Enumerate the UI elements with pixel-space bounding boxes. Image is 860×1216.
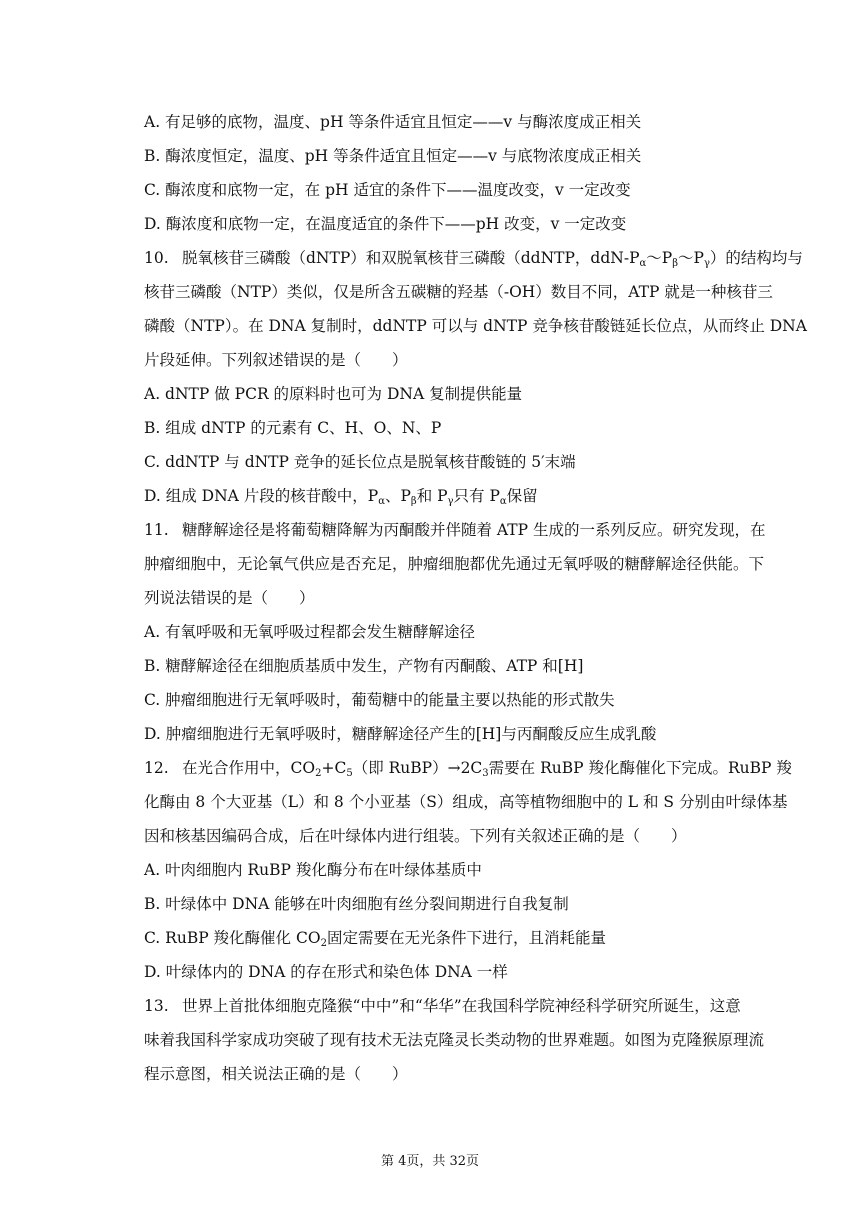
- text: 在光合作用中，CO: [182, 759, 316, 777]
- text: 、P: [384, 487, 411, 505]
- q9-option-c: C. 酶浓度和底物一定，在 pH 适宜的条件下——温度改变，v 一定改变: [144, 181, 631, 199]
- q11-option-b: B. 糖酵解途径在细胞质基质中发生，产物有丙酮酸、ATP 和[H]: [144, 657, 584, 675]
- q11-option-d: D. 肿瘤细胞进行无氧呼吸时，糖酵解途径产生的[H]与丙酮酸反应生成乳酸: [144, 725, 657, 743]
- q10-option-b: B. 组成 dNTP 的元素有 C、H、O、N、P: [144, 419, 442, 437]
- q11-stem-line-1: [144, 520, 765, 540]
- text: 只有 P: [453, 487, 500, 505]
- q10-option-d: [144, 486, 538, 506]
- text: 需要在 RuBP 羧化酶催化下完成。RuBP 羧: [488, 759, 792, 777]
- question-number: 12.: [144, 759, 169, 777]
- q11-stem-line-2: 肿瘤细胞中，无论氧气供应是否充足，肿瘤细胞都优先通过无氧呼吸的糖酵解途径供能。下: [144, 555, 765, 573]
- q12-stem-line-2: 化酶由 8 个大亚基（L）和 8 个小亚基（S）组成，高等植物细胞中的 L 和 S 分别由叶绿体基: [144, 793, 788, 811]
- subscript: α: [499, 496, 507, 507]
- text: 世界上首批体细胞克隆猴“中中”和“华华”在我国科学院神经科学研究所诞生，这意: [182, 997, 741, 1015]
- text: ）的结构均与: [709, 249, 803, 267]
- q13-stem-line-1: [144, 996, 741, 1016]
- q12-option-a: A. 叶肉细胞内 RuBP 羧化酶分布在叶绿体基质中: [144, 861, 482, 879]
- subscript: α: [639, 258, 647, 269]
- q12-option-b: B. 叶绿体中 DNA 能够在叶肉细胞有丝分裂间期进行自我复制: [144, 895, 569, 913]
- q11-option-c: C. 肿瘤细胞进行无氧呼吸时，葡萄糖中的能量主要以热能的形式散失: [144, 691, 615, 709]
- text: 脱氧核苷三磷酸（dNTP）和双脱氧核苷三磷酸（ddNTP，ddN-P: [182, 249, 640, 267]
- q9-option-b: B. 酶浓度恒定，温度、pH 等条件适宜且恒定——v 与底物浓度成正相关: [144, 147, 642, 165]
- q10-option-c: C. ddNTP 与 dNTP 竞争的延长位点是脱氧核苷酸链的 5′末端: [144, 453, 576, 471]
- subscript: β: [672, 258, 678, 269]
- q9-option-d: D. 酶浓度和底物一定，在温度适宜的条件下——pH 改变，v 一定改变: [144, 215, 627, 233]
- question-number: 13.: [144, 997, 169, 1015]
- q10-option-a: A. dNTP 做 PCR 的原料时也可为 DNA 复制提供能量: [144, 385, 523, 403]
- question-number: 10.: [144, 249, 169, 267]
- subscript: 5: [346, 768, 353, 779]
- q13-stem-line-3: 程示意图，相关说法正确的是（ ）: [144, 1065, 408, 1083]
- q12-stem-line-3: 因和核基因编码合成，后在叶绿体内进行组装。下列有关叙述正确的是（ ）: [144, 827, 687, 845]
- q10-stem-line-4: 片段延伸。下列叙述错误的是（ ）: [144, 351, 408, 369]
- q12-option-d: D. 叶绿体内的 DNA 的存在形式和染色体 DNA 一样: [144, 963, 508, 981]
- text: 固定需要在无光条件下进行，且消耗能量: [326, 929, 606, 947]
- q10-stem-line-1: [144, 248, 803, 268]
- subscript: 3: [482, 768, 489, 779]
- page-footer: 第 4页，共 32页: [380, 1154, 480, 1169]
- text: 保留: [506, 487, 538, 505]
- text: （即 RuBP）→2C: [352, 759, 483, 777]
- subscript: 2: [315, 768, 322, 779]
- q11-stem-line-3: 列说法错误的是（ ）: [144, 589, 315, 607]
- q10-stem-line-2: 核苷三磷酸（NTP）类似，仅是所含五碳糖的羟基（-OH）数目不同，ATP 就是一种核苷三: [144, 283, 773, 301]
- subscript: β: [410, 496, 417, 507]
- subscript: γ: [703, 258, 710, 269]
- text: 糖酵解途径是将葡萄糖降解为丙酮酸并伴随着 ATP 生成的一系列反应。研究发现，在: [182, 521, 766, 539]
- subscript: 2: [320, 938, 327, 949]
- q12-option-c: [144, 928, 606, 948]
- text: +C: [321, 759, 347, 777]
- subscript: α: [378, 496, 385, 507]
- question-number: 11.: [144, 521, 169, 539]
- text: C. RuBP 羧化酶催化 CO: [144, 929, 321, 947]
- subscript: γ: [447, 496, 454, 507]
- q13-stem-line-2: 味着我国科学家成功突破了现有技术无法克隆灵长类动物的世界难题。如图为克隆猴原理流: [144, 1031, 765, 1049]
- text: ～P: [678, 249, 704, 267]
- q9-option-a: A. 有足够的底物，温度、pH 等条件适宜且恒定——v 与酶浓度成正相关: [144, 113, 642, 131]
- text: ～P: [646, 249, 673, 267]
- q10-stem-line-3: 磷酸（NTP）。在 DNA 复制时，ddNTP 可以与 dNTP 竞争核苷酸链延长位点，从而终止 DNA: [144, 317, 807, 335]
- q12-stem-line-1: [144, 758, 792, 778]
- text: D. 组成 DNA 片段的核苷酸中，P: [144, 487, 379, 505]
- text: 和 P: [416, 487, 448, 505]
- q11-option-a: A. 有氧呼吸和无氧呼吸过程都会发生糖酵解途径: [144, 623, 476, 641]
